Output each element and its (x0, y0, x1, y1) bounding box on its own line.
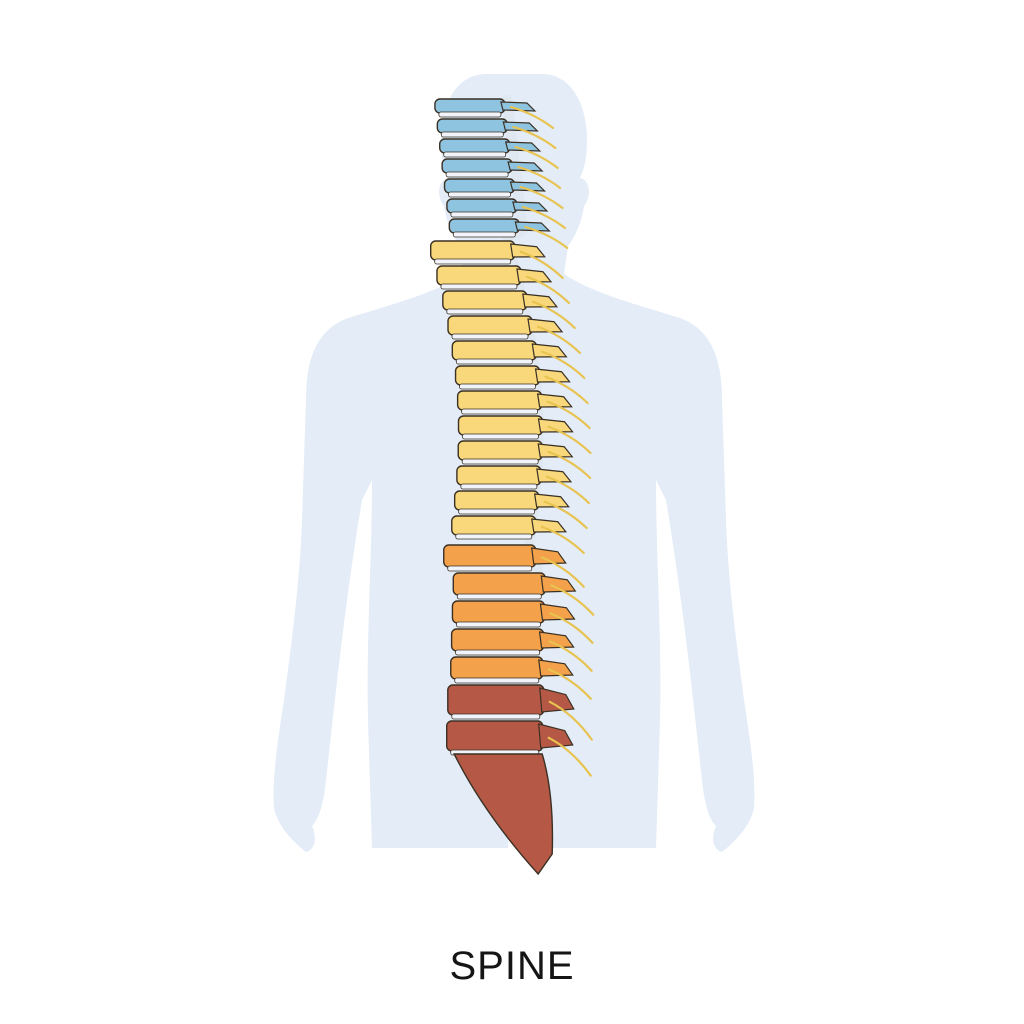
lumbar-vertebra (452, 629, 544, 651)
intervertebral-disc (441, 284, 517, 289)
intervertebral-disc (451, 212, 513, 217)
intervertebral-disc (462, 409, 538, 414)
cervical-vertebra (442, 159, 512, 173)
intervertebral-disc (459, 509, 535, 514)
thoracic-vertebra (452, 516, 536, 535)
sacral-vertebra (448, 685, 544, 715)
cervical-vertebra (449, 219, 519, 233)
intervertebral-disc (435, 259, 511, 264)
thoracic-vertebra (455, 491, 539, 510)
sacral-vertebra (447, 721, 543, 751)
diagram-title: SPINE (449, 944, 575, 988)
lumbar-vertebra (452, 601, 544, 623)
thoracic-vertebra (443, 291, 527, 310)
intervertebral-disc (439, 112, 501, 117)
thoracic-vertebra (437, 266, 521, 285)
thoracic-vertebra (459, 416, 543, 435)
intervertebral-disc (446, 172, 508, 177)
intervertebral-disc (456, 534, 532, 539)
lumbar-vertebra (453, 573, 545, 595)
thoracic-vertebra (458, 391, 542, 410)
thoracic-vertebra (452, 341, 536, 360)
intervertebral-disc (452, 714, 540, 719)
cervical-vertebra (435, 99, 505, 113)
intervertebral-disc (460, 384, 536, 389)
cervical-vertebra (437, 119, 507, 133)
intervertebral-disc (457, 594, 541, 599)
intervertebral-disc (456, 650, 540, 655)
intervertebral-disc (441, 132, 503, 137)
intervertebral-disc (462, 459, 538, 464)
intervertebral-disc (452, 334, 528, 339)
lumbar-vertebra (444, 545, 536, 567)
cervical-vertebra (440, 139, 510, 153)
intervertebral-disc (449, 192, 511, 197)
intervertebral-disc (444, 152, 506, 157)
intervertebral-disc (456, 622, 540, 627)
intervertebral-disc (461, 484, 537, 489)
cervical-vertebra (447, 199, 517, 213)
thoracic-vertebra (456, 366, 540, 385)
intervertebral-disc (448, 566, 532, 571)
thoracic-vertebra (448, 316, 532, 335)
intervertebral-disc (453, 232, 515, 237)
thoracic-vertebra (431, 241, 515, 260)
thoracic-vertebra (457, 466, 541, 485)
lumbar-vertebra (451, 657, 543, 679)
intervertebral-disc (455, 678, 539, 683)
intervertebral-disc (456, 359, 532, 364)
intervertebral-disc (447, 309, 523, 314)
cervical-vertebra (445, 179, 515, 193)
thoracic-vertebra (458, 441, 542, 460)
intervertebral-disc (463, 434, 539, 439)
